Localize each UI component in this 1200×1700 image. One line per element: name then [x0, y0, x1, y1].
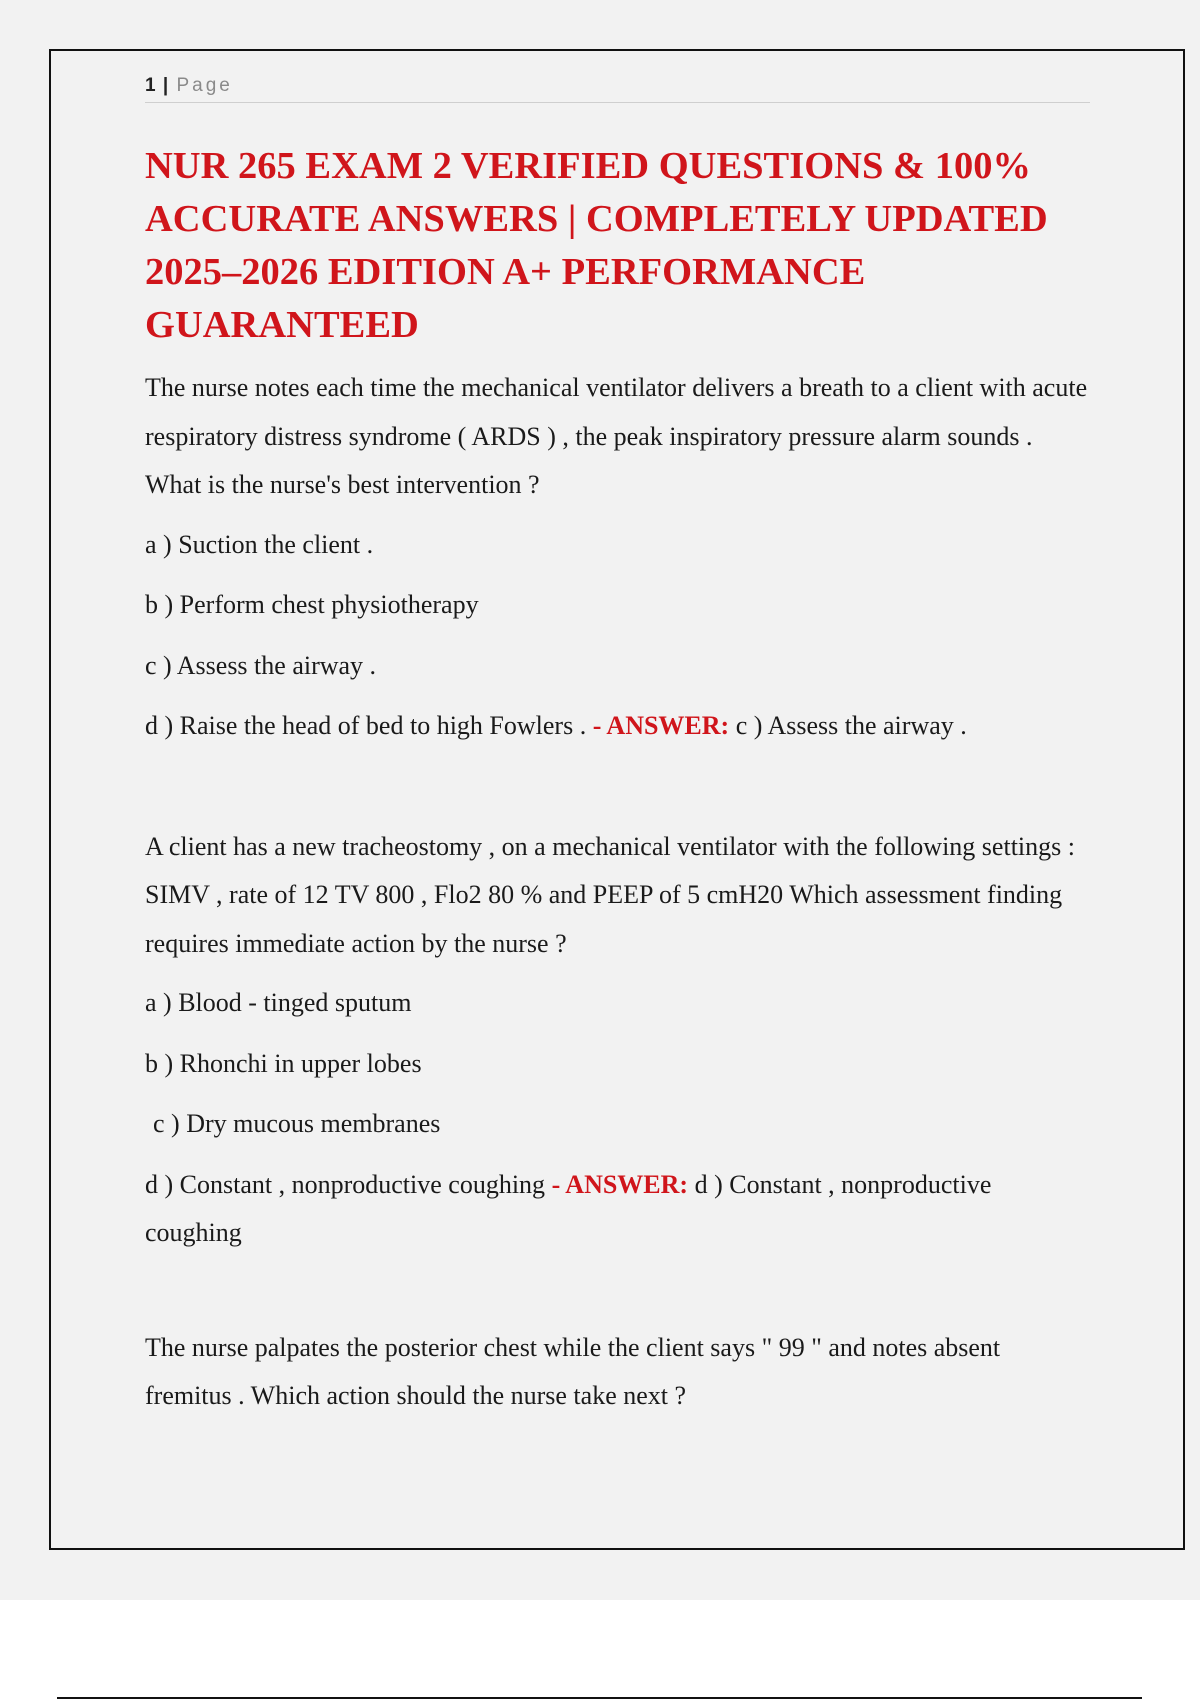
question-option: b ) Rhonchi in upper lobes [145, 1048, 422, 1078]
question-option: b ) Perform chest physiotherapy [145, 590, 479, 619]
answer-text: d ) Constant , nonproductive coughing [145, 1169, 992, 1247]
question-option: a ) Blood - tinged sputum [145, 988, 412, 1017]
question-option: c ) Assess the airway . [145, 650, 377, 680]
document-title: NUR 265 EXAM 2 VERIFIED QUESTIONS & 100% ACCURATE ANSWERS | COMPLETELY UPDATED 2025–2026 EDITION A+ PERFORMANCE GUARANTEED [145, 145, 1048, 346]
page-label: Page [176, 75, 233, 96]
document-content [145, 140, 1090, 1432]
question-3 [145, 1324, 1090, 1421]
page-header [145, 70, 1090, 103]
question-option: c ) Dry mucous membranes [153, 1109, 441, 1138]
question-option: d ) Constant , nonproductive coughing [145, 1169, 546, 1199]
question-option-with-answer [145, 1161, 1090, 1270]
question-option-with-answer [145, 702, 1090, 763]
question-1 [145, 364, 1090, 763]
page-separator: | [162, 75, 169, 96]
next-page-rule [57, 1697, 1142, 1699]
question-option: a ) Suction the client . [145, 529, 374, 559]
question-spacer [145, 763, 1090, 823]
question-option: d ) Raise the head of bed to high Fowlers . [145, 711, 587, 740]
page-number: 1 [145, 75, 156, 96]
question-spacer [145, 1270, 1090, 1324]
answer-text: c ) Assess the airway . [735, 711, 967, 740]
question-stem: A client has a new tracheostomy , on a mechanical ventilator with the following settings : SIMV , rate of 12 TV 800 , Flo2 80 % and PEEP of 5 cmH20 Which assessment finding requires immediate action by the nurse ? [145, 831, 1075, 958]
question-2 [145, 823, 1090, 1270]
answer-marker: - ANSWER: [592, 711, 730, 740]
answer-marker: - ANSWER: [551, 1169, 689, 1199]
question-stem: The nurse notes each time the mechanical ventilator delivers a breath to a client with acute respiratory distress syndrome ( ARDS ) , the peak inspiratory pressure alarm sounds . What is the nurse's best intervention ? [145, 373, 1088, 499]
question-stem: The nurse palpates the posterior chest while the client says " 99 " and notes absent fremitus . Which action should the nurse take next ? [145, 1332, 1001, 1410]
